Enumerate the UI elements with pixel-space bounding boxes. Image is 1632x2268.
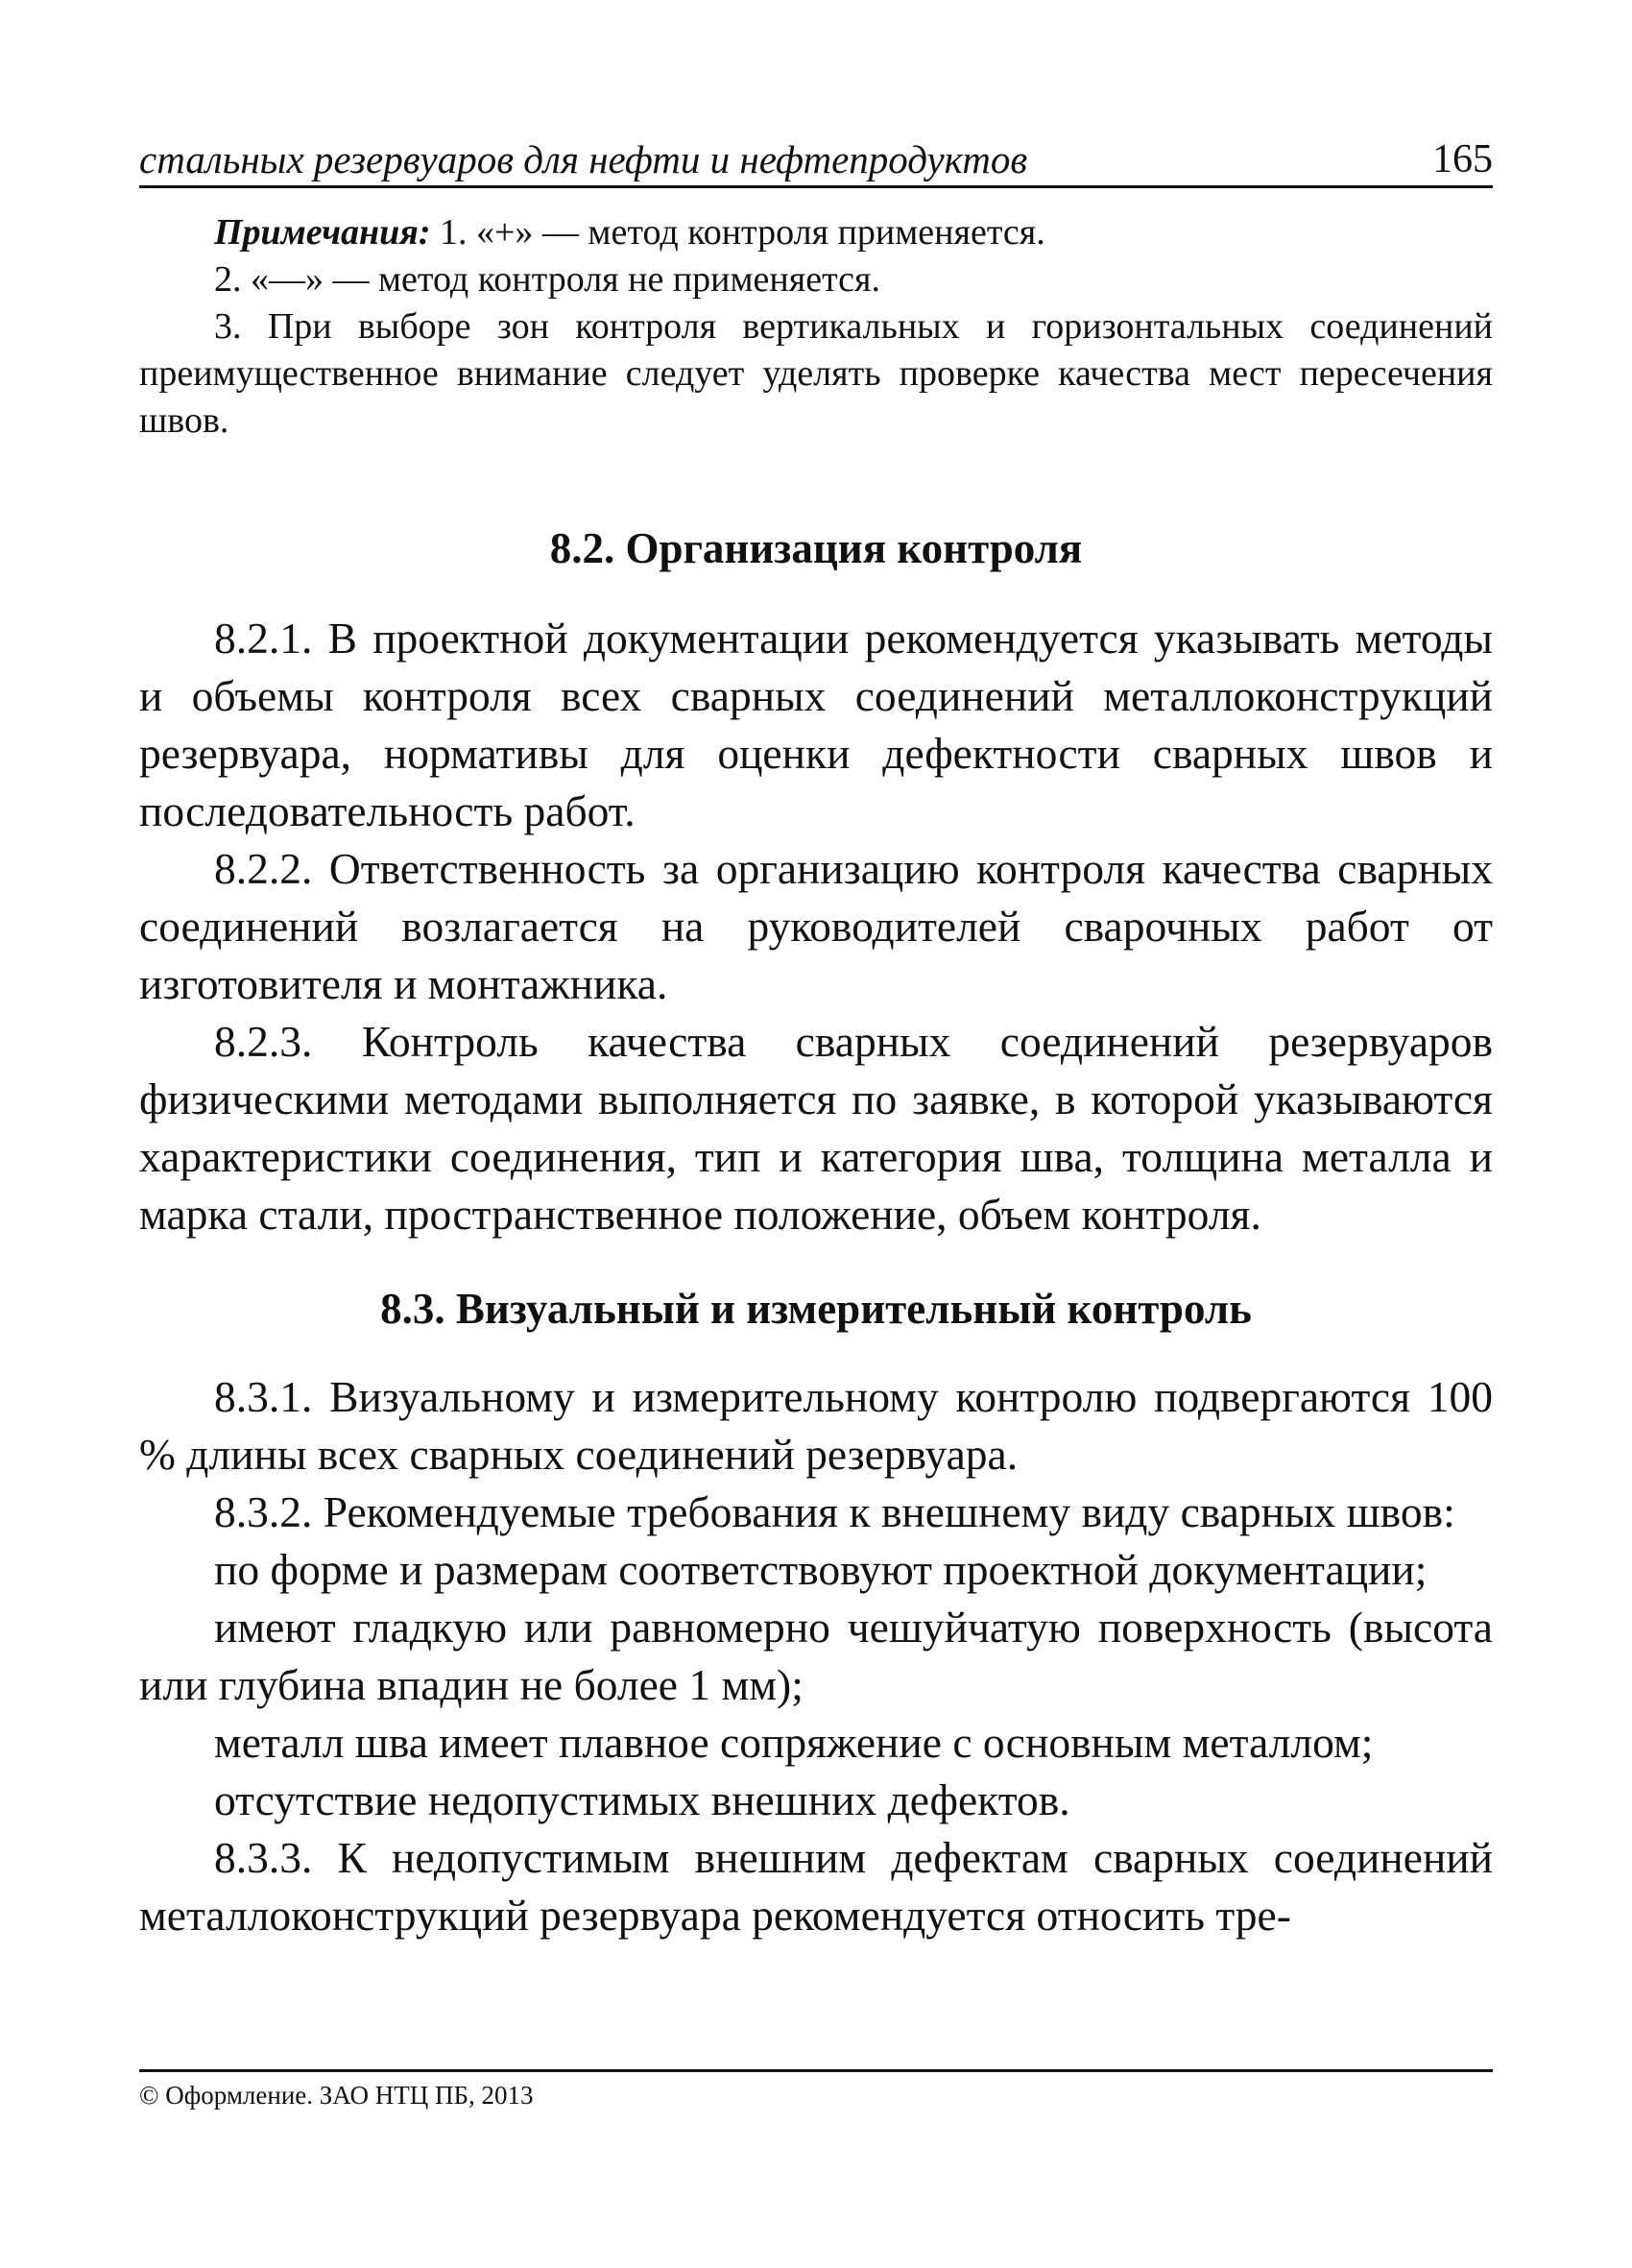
running-title: стальных резервуаров для нефти и нефтепродуктов [139, 137, 1028, 181]
paragraph-8-3-1: 8.3.1. Визуальному и измерительному контролю подвергаются 100 % длины всех сварных соединений резервуара. [139, 1372, 1493, 1479]
paragraph-8-3-2: 8.3.2. Рекомендуемые требования к внешнему виду сварных швов: [214, 1487, 1455, 1536]
section-heading-8-3: 8.3. Визуальный и измерительный контроль [380, 1285, 1252, 1333]
page-content [139, 209, 1493, 1944]
note-item-2: 2. «—» — метод контроля не применяется. [214, 259, 881, 300]
page-footer [139, 2069, 1493, 2112]
section-8-3-body [139, 1368, 1493, 1944]
section-heading-8-2: 8.2. Организация контроля [549, 524, 1083, 572]
table-notes [139, 209, 1493, 445]
list-item-form: по форме и размерам соответствовуют проектной документации; [214, 1545, 1428, 1594]
running-header [139, 134, 1493, 188]
page-number: 165 [1432, 137, 1493, 181]
note-item-1-text: 1. «+» — метод контроля применяется. [430, 212, 1045, 253]
paragraph-8-2-3: 8.2.3. Контроль качества сварных соединений резервуаров физическими методами выполняется по заявке, в которой указываются характеристики соединения, тип и категория шва, толщина металла и марка стали, пространственное положение, объем контроля. [139, 1017, 1493, 1239]
note-item-3: 3. При выборе зон контроля вертикальных и горизонтальных соединений преимущественное внимание следует уделять проверке качества мест пересечения швов. [139, 306, 1493, 441]
list-item-transition: металл шва имеет плавное сопряжение с основным металлом; [214, 1718, 1374, 1767]
notes-label: Примечания: [214, 212, 431, 253]
paragraph-8-3-3: 8.3.3. К недопустимым внешним дефектам сварных соединений металлоконструкций резервуара рекомендуется относить тре- [139, 1833, 1493, 1940]
list-item-surface: имеют гладкую или равномерно чешуйчатую поверхность (высота или глубина впадин не более 1 мм); [139, 1603, 1493, 1709]
copyright-notice: © Оформление. ЗАО НТЦ ПБ, 2013 [139, 2081, 534, 2110]
note-item-1 [139, 209, 1493, 256]
list-item-defects: отсутствие недопустимых внешних дефектов. [214, 1775, 1070, 1824]
section-8-2-body [139, 610, 1493, 1243]
paragraph-8-2-2: 8.2.2. Ответственность за организацию контроля качества сварных соединений возлагается на руководителей сварочных работ от изготовителя и монтажника. [139, 844, 1493, 1008]
paragraph-8-2-1: 8.2.1. В проектной документации рекомендуется указывать методы и объемы контроля всех сварных соединений металлоконструкций резервуара, нормативы для оценки дефектности сварных швов и последовательность работ. [139, 614, 1493, 835]
